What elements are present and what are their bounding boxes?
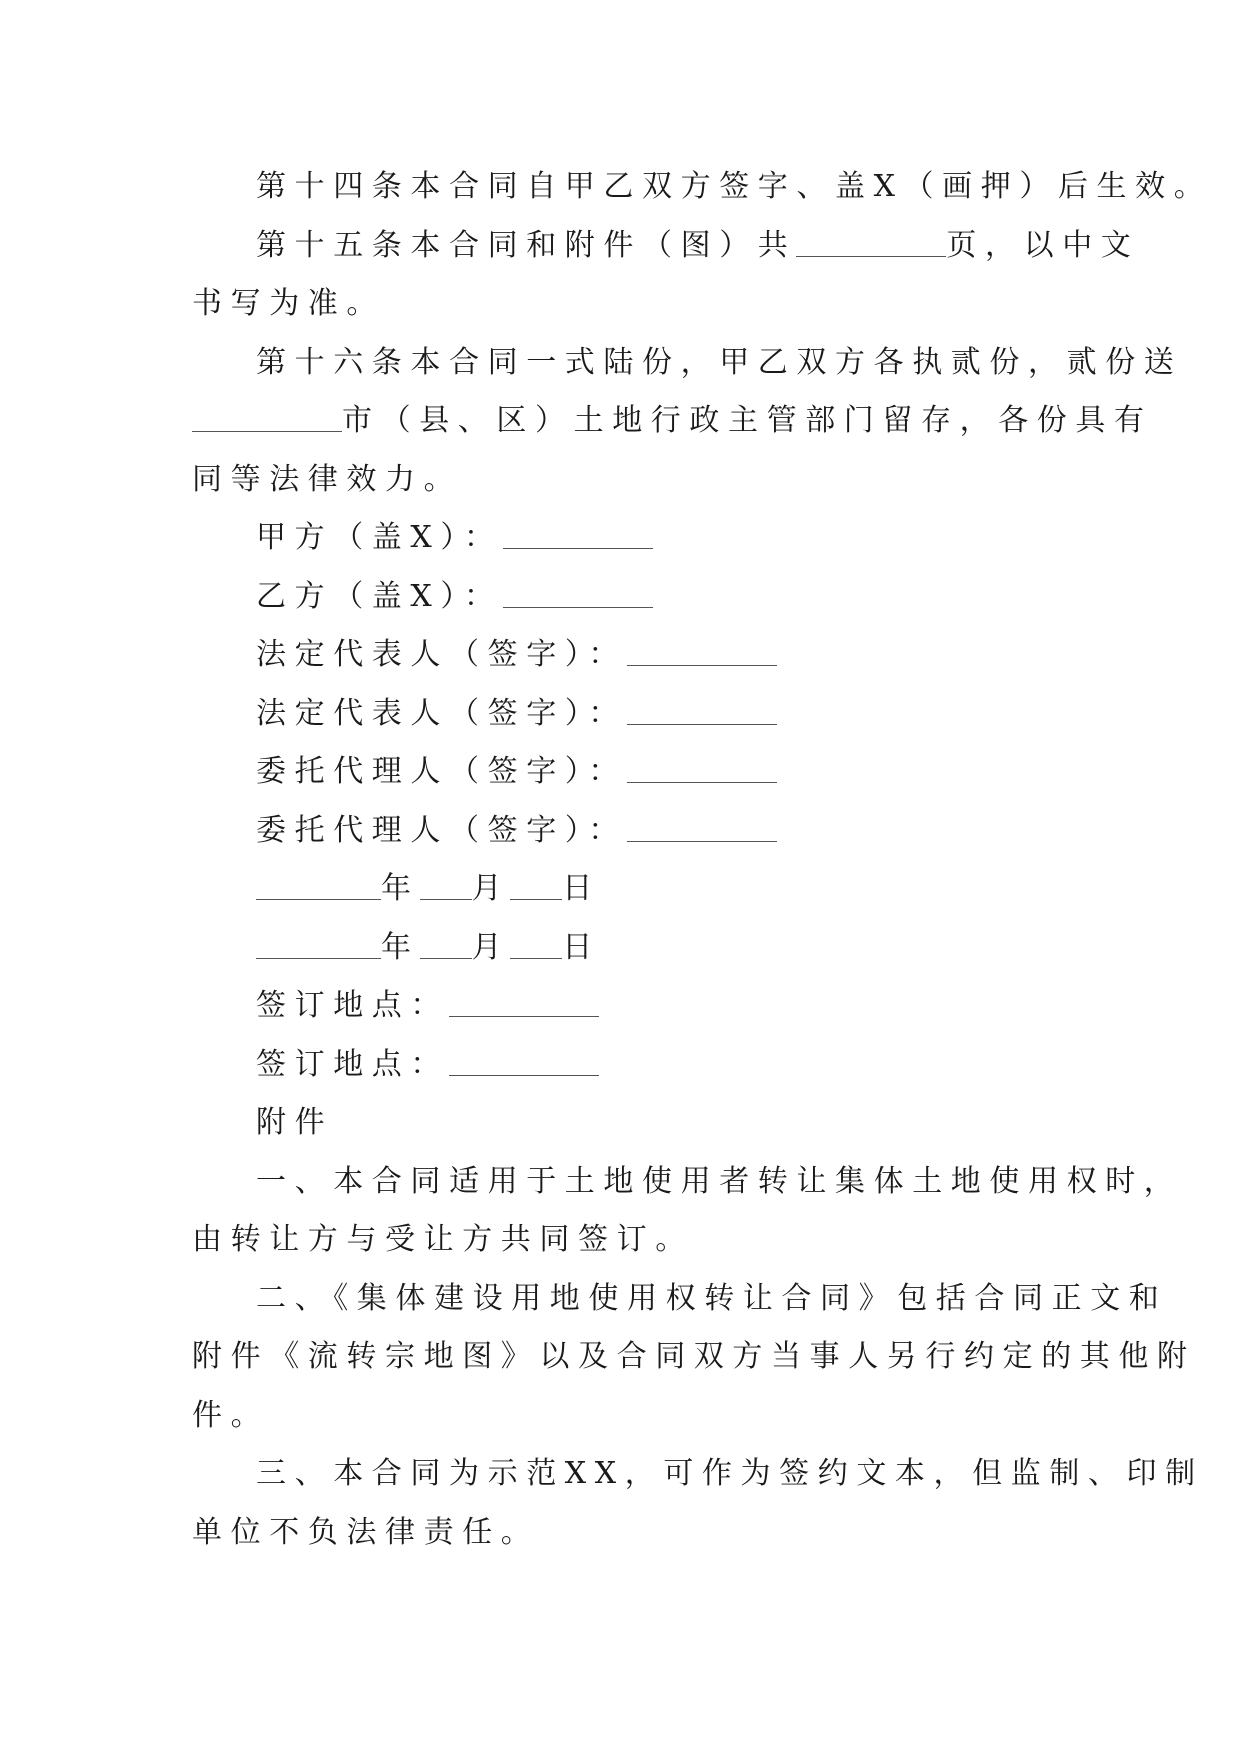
appendix-item-2-line-1 [192,1270,1168,1329]
signature-label: 甲方（盖X）： [256,520,503,555]
signature-label: 委托代理人（签字）： [256,754,627,789]
place-blank [449,994,599,1017]
appendix-item-text: 件。 [192,1397,270,1433]
signature-blank [627,819,777,842]
article-16-line-1 [192,334,1183,393]
signature-legal-rep-b [192,685,1062,744]
year-label: 年 [381,871,420,906]
date-line-a [192,860,1062,919]
appendix-item-text: 由转让方与受让方共同签订。 [192,1222,694,1257]
appendix-item-2-line-2 [192,1328,1196,1387]
appendix-item-2-line-3 [192,1387,1062,1446]
article-14-text: 第十四条本合同自甲乙双方签字、盖X（画押）后生效。 [256,169,1213,204]
month-label: 月 [471,929,511,965]
article-16-text-after: 市（县、区）土地行政主管部门留存，各份具有 [342,403,1153,438]
appendix-title-text: 附件 [256,1105,334,1140]
year-blank [256,877,381,900]
appendix-item-3-line-1 [192,1445,1204,1504]
article-15-text: 第十五条本合同和附件（图）共 [256,227,797,263]
appendix-item-3-line-2 [192,1504,1062,1563]
signature-label: 法定代表人（签字）： [256,637,627,672]
place-label: 签订地点： [256,988,449,1023]
appendix-item-1-line-2 [192,1211,1062,1270]
signature-label: 委托代理人（签字）： [256,812,627,848]
day-label: 日 [562,929,601,965]
appendix-item-text: 二、《集体建设用地使用权转让合同》包括合同正文和 [256,1280,1168,1316]
signature-label: 法定代表人（签字）： [256,695,627,731]
article-14 [192,158,1213,217]
signature-blank [627,643,777,666]
page-count-blank [796,234,946,257]
article-15-line-1 [192,217,1140,276]
signature-label: 乙方（盖X）： [256,578,503,614]
article-16-text: 第十六条本合同一式陆份，甲乙双方各执贰份，贰份送 [256,344,1183,380]
signing-place-a [192,977,1062,1036]
city-blank [192,409,342,432]
date-line-b [192,919,1062,978]
month-label: 月 [471,871,511,906]
appendix-item-text: 附件《流转宗地图》以及合同双方当事人另行约定的其他附 [192,1339,1196,1374]
year-label: 年 [381,929,420,965]
place-blank [449,1053,599,1076]
signing-place-b [192,1036,1062,1095]
signature-party-a [192,509,1062,568]
signature-blank [627,702,777,725]
signature-agent-a [192,743,1062,802]
article-16-continuation: 同等法律效力。 [192,461,463,497]
article-15-text-after: 页，以中文 [946,227,1140,263]
day-blank [510,936,562,959]
day-label: 日 [562,871,601,906]
day-blank [510,877,562,900]
appendix-item-text: 一、本合同适用于土地使用者转让集体土地使用权时， [256,1163,1183,1199]
year-blank [256,936,381,959]
appendix-item-1-line-1 [192,1153,1183,1212]
signature-blank [503,526,653,549]
article-16-line-2 [192,392,1153,451]
article-15-continuation: 书写为准。 [192,286,385,321]
month-blank [420,877,472,900]
signature-blank [627,760,777,783]
signature-legal-rep-a [192,626,1062,685]
appendix-item-text: 单位不负法律责任。 [192,1514,540,1550]
place-label: 签订地点： [256,1046,449,1082]
signature-blank [503,585,653,608]
appendix-title [192,1094,1062,1153]
signature-party-b [192,568,1062,627]
document-body [192,158,1213,1562]
article-16-line-3 [192,451,1062,510]
signature-agent-b [192,802,1062,861]
appendix-item-text: 三、本合同为示范XX，可作为签约文本，但监制、印制 [256,1456,1204,1491]
month-blank [420,936,472,959]
article-15-line-2 [192,275,1062,334]
